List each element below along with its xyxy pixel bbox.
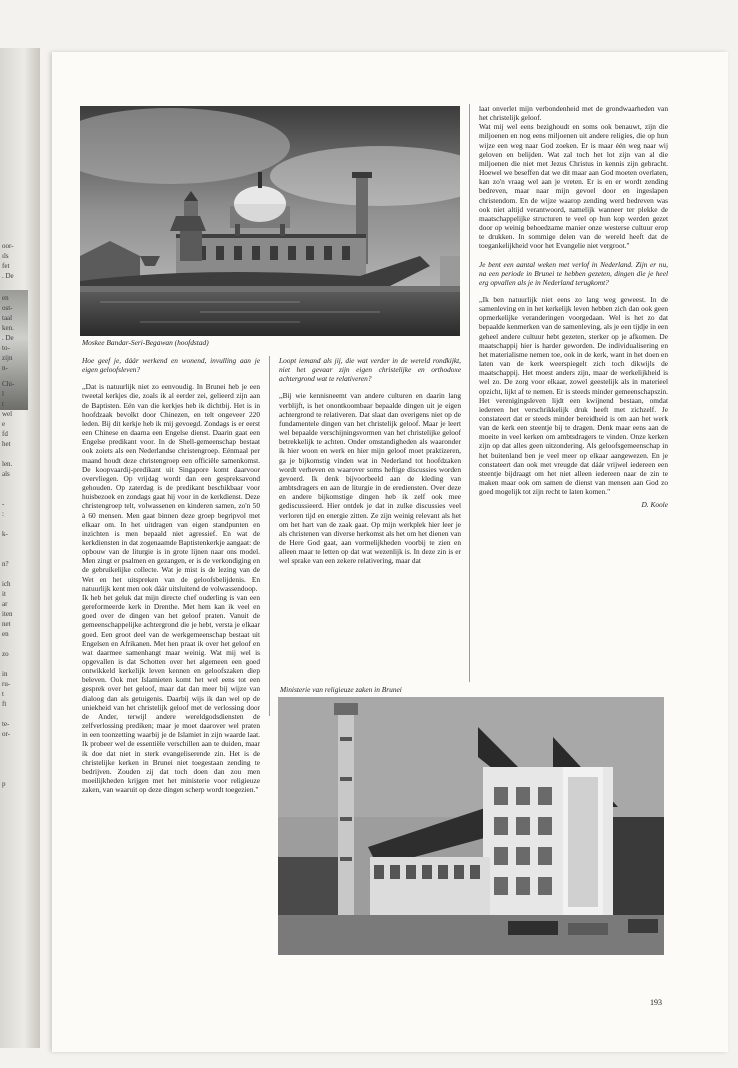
previous-page-fragment: ft xyxy=(2,700,7,708)
previous-page-fragment: fd xyxy=(2,430,8,438)
ministry-photo xyxy=(278,697,664,955)
previous-page-fragment: n- xyxy=(2,364,8,372)
previous-page-fragment: . De xyxy=(2,272,14,280)
previous-page-fragment: iten xyxy=(2,610,13,618)
ministry-photo-caption: Ministerie van religieuze zaken in Brunei xyxy=(280,685,402,694)
previous-page-fragment: t xyxy=(2,400,4,408)
previous-page-fragment: ken. xyxy=(2,324,14,332)
previous-page-fragment: als xyxy=(2,470,10,478)
interview-question: Hoe geef je, dáár werkend en wonend, invulling aan je eigen geloofsleven? xyxy=(82,356,260,375)
previous-page-fragment: taal xyxy=(2,314,13,322)
interview-question: Je bent een aantal weken met verlof in Nederland. Zijn er nu, na een periode in Brunei te hebben gezeten, dingen die je heel erg opvallen als je in Nederland terugkomt? xyxy=(479,259,668,287)
previous-page-fragment: it xyxy=(2,590,6,598)
previous-page-fragment: . De xyxy=(2,334,14,342)
page-number: 193 xyxy=(650,998,662,1007)
column1-paragraph: ,,Dat is natuurlijk niet zo eenvoudig. In Brunei heb je een tweetal kerkjes die, zoals ik al eerder zei, gelieerd zijn aan de Baptisten. Eén van die kerkjes heb ik dichtbij. Het is in hoofdzaak bevolkt door Chinezen, en telt ongeveer 220 leden. Bij dit kerkje heb ik mij gevoegd. Zondags is er eerst een Chinese en daarna een Engelse dienst. Daarin gaat een Engelse predikant voor. In de Shell-gemeenschap bestaat ook zoiets als een Nederlandse christengroep. Eénmaal per maand houdt deze christengroep een officiële samenkomst. De koopvaardij-predikant uit Singapore komt daarvoor overvliegen. Op vrijdag wordt dan een gespreksavond gehouden. Op zaterdag is de predikant beschikbaar voor huisbezoek en zondags gaat hij voor in de kerkdienst. Deze christengroep telt, volwassenen en kinderen samen, zo'n 50 à 60 mensen. Men gaat binnen deze groep begripvol met elkaar om. In het uitdragen van eigen standpunten en inzichten is men bepaald niet agressief. En wat de kerkdiensten in dat zogenaamde Baptistenkerkje aangaat: de opbouw van de liturgie is in grote lijnen naar ons model. Men zingt er psalmen en gezangen, er is de verkondiging en de gebruikelijke collecte. Wat je mist is de lezing van de Wet en het uitspreken van de geloofsbelijdenis. En natuurlijk kent men ook dáár uitsluitend de volwassendoop. xyxy=(82,382,260,593)
mosque-photo-caption: Moskee Bandar-Seri-Begawan (hoofdstad) xyxy=(82,338,209,347)
previous-page-fragment: ar xyxy=(2,600,8,608)
previous-page-fragment: to- xyxy=(2,344,10,352)
article-column-1 xyxy=(82,356,260,794)
previous-page-fragment: ost- xyxy=(2,304,13,312)
author-signature: D. Koole xyxy=(641,500,668,510)
previous-page-fragment: or- xyxy=(2,730,11,738)
previous-page-fragment: n? xyxy=(2,560,9,568)
column3-paragraph: Wat mij wel eens bezighoudt en soms ook benauwt, zijn die miljoenen en nog eens miljoenen uit andere religies, die op hun wijze een weg naar God zoeken. Er is maar één weg naar wij geloven en belijden. Wat zal toch het lot zijn van al die miljoenen die niet met Jezus Christus in kennis zijn gebracht. Hoewel we beseffen dat we dit maar aan God moeten overlaten, kan zo'n vraag wel aan je vreten. Er is en er wordt zending bedreven, maar naar mijn gevoel door en ingeslapen christendom. En de wijze waarop zending werd bedreven was ook niet altijd verantwoord, namelijk wanneer ter plekke de maatschappelijke structuren te veel op hun kop werden gezet door op weinig behoedzame manier onze westerse cultuur erop te drukken. In sommige delen van de wereld heeft dat de toegankelijkheid voor het Evangelie niet vergroot." xyxy=(479,122,668,251)
previous-page-edge xyxy=(0,110,30,940)
previous-page-fragment: : xyxy=(2,510,4,518)
column2-paragraph: ,,Bij wie kennisneemt van andere culturen en daarin lang verblijft, is het onontkoombaar bepaalde dingen uit je eigen achtergrond te relativeren. Dat slaat dan overigens niet op de fundamentele dingen van het christelijk geloof. Maar je leert wel bepaalde verschijningsvormen van het christelijke geloof betrekkelijk te achten. Onder omstandigheden als waaronder ik hier woon en werk en hier mijn geloof moet praktizeren, ga je bijkomstig vinden wat in Nederland tot hoofdzaken wordt verheven en waarover soms heftige discussies worden gevoerd. Ik denk bijvoorbeeld aan de kleding van ambtsdragers en aan de liturgie in de erediensten. Over deze en andere bijkomstige dingen heb ik zelf ook mee gediscussieerd. Hier ontdek je dat in zulke discussies veel verloren tijd en energie zitten. Ze zijn weinig relevant als het om het hart van de zaak gaat. Op mijn werkplek hier leer je als christenen van diverse herkomst als het om het dienen van de Here God gaat, aan vormelijkheden voorbij te zien en alleen maar te letten op dat wat wezenlijk is. In deze zin is er wel sprake van een zekere relativering, maar dat xyxy=(279,391,461,566)
magazine-page xyxy=(52,52,728,1052)
previous-page-fragment: zijn xyxy=(2,354,13,362)
article-column-2 xyxy=(279,356,461,565)
column3-paragraph: ,,Ik ben natuurlijk niet eens zo lang weg geweest. In de samenleving en in het kerkelijk leven hebben zich dan ook geen opmerkelijke veranderingen voorgedaan. Wel is het zo dat bepaalde kenmerken van de samenleving, als je een tijdje in een geheel andere cultuur hebt gezeten, sterker op je afkomen. De maatschappij hier is harder geworden. De individualisering en het materialisme nemen toe, ook in de kerk, want in het doen en laten van de kerk weerspiegelt zich toch dikwijls de maatschappij. Het moest anders zijn, maar de werkelijkheid is wel zo. De zorg voor elkaar, zowel geestelijk als in materieel opzicht, lijkt af te nemen. Er is steeds minder gemeenschapszin. Het verenigingsleven lijdt een kwijnend bestaan, omdat iedereen het verschrikkelijk druk heeft met zichzelf. Je constateert dat er steeds minder bereidheid is om aan het werk van de kerk een steentje bij te dragen. Denk maar eens aan de moeite in veel kerken om ambtsdragers te vinden. Onze kerken zijn op dat alles geen uitzondering. Als geloofsgemeenschap in het buitenland ben je veel meer op elkaar aangewezen. En je constateert dan ook met vreugde dat dáár vrijwel iedereen een steentje bijdraagt om het niet alleen iedereen naar de zin te maken maar ook om samen de dienst van mensen aan God zo goed mogelijk tot zijn recht te laten komen." xyxy=(479,294,668,497)
previous-page-fragment: len. xyxy=(2,460,13,468)
article-column-3 xyxy=(479,104,668,510)
previous-page-fragment: wel xyxy=(2,410,13,418)
previous-page-fragment: - xyxy=(2,500,5,508)
previous-page-fragment: het xyxy=(2,440,11,448)
mosque-photo xyxy=(80,106,460,336)
previous-page-fragment: ich xyxy=(2,580,11,588)
column-divider xyxy=(469,104,470,682)
interview-question: Loopt iemand als jij, die wat verder in de wereld rondkijkt, niet het gevaar zijn eigen christelijke en orthodoxe achtergrond wat te relativeren? xyxy=(279,356,461,384)
previous-page-fragment: in xyxy=(2,670,8,678)
column-divider xyxy=(269,356,270,716)
previous-page-fragment: t xyxy=(2,690,4,698)
column3-paragraph: laat onverlet mijn verbondenheid met de grondwaarheden van het christelijk geloof. xyxy=(479,104,668,123)
previous-page-fragment: ıls xyxy=(2,252,9,260)
previous-page-fragment: en xyxy=(2,630,9,638)
previous-page-fragment: te- xyxy=(2,720,10,728)
previous-page-fragment: p xyxy=(2,780,6,788)
previous-page-fragment: zo xyxy=(2,650,9,658)
ministry-building-illustration xyxy=(278,697,664,955)
previous-page-fragment: l xyxy=(2,390,4,398)
column1-paragraph: Ik heb het geluk dat mijn directe chef ouderling is van een gereformeerde kerk in Drenthe. Met hem kan ik veel en goed over de dingen van het geloof praten. Vanuit de gemeenschappelijke achtergrond die je hebt, versta je elkaar goed. Een groot deel van de werkgemeenschap bestaat uit Engelsen en Afrikanen. Met hen praat ik over het geloof en wat daarmee samenhangt maar weinig. Wat mij wel is opgevallen is dat Schotten over het algemeen een goed ontwikkeld kerkelijk leven kennen en geloofszaken diep beleven. Ook met Islamieten komt het wel eens tot een gesprek over het geloof, maar dat dan meer bij wijze van dialoog dan als getuigenis. Daarbij wijs ik dan wel op de uniekheid van het christelijk geloof met de verlossing door de Ander, terwijl andere wereldgodsdiensten de zelfverlossing prediken; maar je moet daarover wel praten in een toonzetting waarbij je de Islamiet in zijn waarde laat. Ik probeer wel de essentiële verschillen aan te duiden, maar ik doe dat niet in sterk evangeliserende zin. Het is de christelijke kerken in Brunei niet toegestaan zending te bedrijven. Zouden zij dat toch doen dan zou men moeilijkheden krijgen met het ministerie voor religieuze zaken, van waaruit op deze dingen scherp wordt toegezien." xyxy=(82,592,260,795)
previous-page-fragment: oor- xyxy=(2,242,14,250)
previous-page-fragment: net xyxy=(2,620,11,628)
previous-page-fragment: fet xyxy=(2,262,10,270)
previous-page-fragment: en xyxy=(2,294,9,302)
previous-page-fragment: Chi- xyxy=(2,380,15,388)
previous-page-fragment: k- xyxy=(2,530,8,538)
previous-page-fragment: ru- xyxy=(2,680,11,688)
mosque-illustration xyxy=(80,106,460,336)
previous-page-fragment: e xyxy=(2,420,6,428)
